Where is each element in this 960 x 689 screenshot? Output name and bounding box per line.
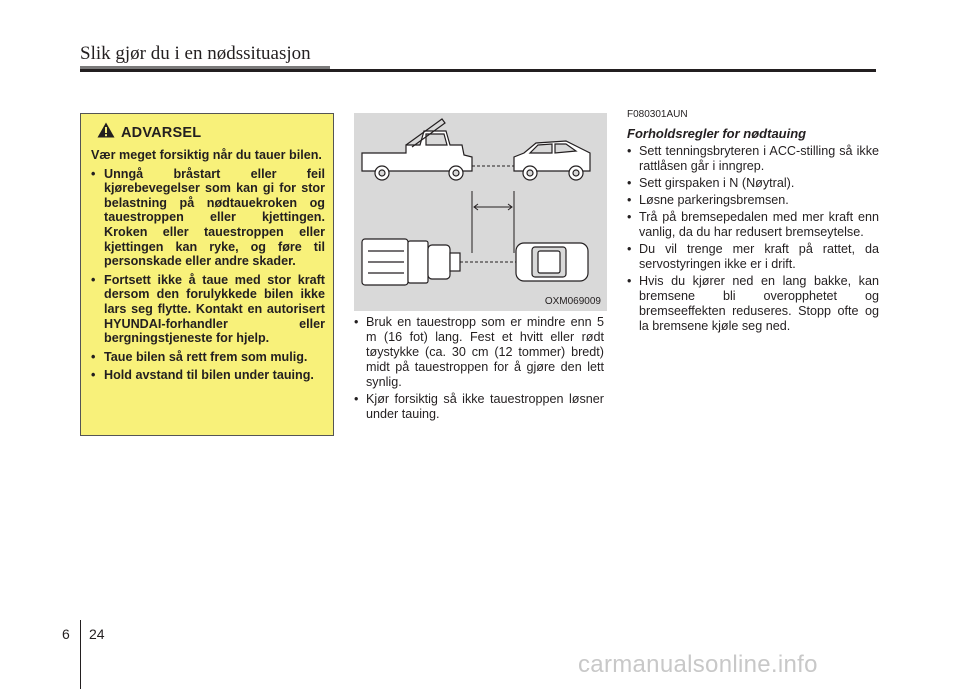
towed-suv-top-view bbox=[516, 243, 588, 281]
list-item: • Løsne parkeringsbremsen. bbox=[627, 193, 879, 208]
warning-heading bbox=[97, 122, 325, 143]
section-heading: Forholdsregler for nødtauing bbox=[627, 126, 807, 141]
warning-list bbox=[91, 167, 325, 383]
chapter-number: 6 bbox=[62, 626, 70, 642]
page-header-title: Slik gjør du i en nødssituasjon bbox=[80, 43, 311, 64]
list-item: • Du vil trenge mer kraft på rattet, da servostyringen ikke er i drift. bbox=[627, 242, 879, 272]
list-item: • Sett tenningsbryteren i ACC-stilling så ikke rattlåsen går i inngrep. bbox=[627, 144, 879, 174]
footer-divider bbox=[80, 620, 81, 689]
list-item: • Sett girspaken i N (Nøytral). bbox=[627, 176, 879, 191]
warning-item: • Taue bilen så rett frem som mulig. bbox=[91, 350, 325, 365]
list-item: • Trå på bremsepedalen med mer kraft enn vanlig, da du har redusert bremseytelse. bbox=[627, 210, 879, 240]
towing-illustration bbox=[354, 113, 607, 311]
list-item: • Bruk en tauestropp som er mindre enn 5 m (16 fot) lang. Fest et hvitt eller rødt tøystykke (ca. 30 cm (12 tommer) bredt) midt på tauestroppen for å gjøre den lett synlig. bbox=[354, 315, 604, 390]
middle-column bbox=[354, 315, 604, 424]
warning-item: • Hold avstand til bilen under tauing. bbox=[91, 368, 325, 383]
tow-truck-top-view bbox=[362, 239, 460, 285]
warning-triangle-icon bbox=[97, 122, 115, 143]
right-column bbox=[627, 109, 879, 336]
watermark: carmanualsonline.info bbox=[578, 651, 818, 678]
tow-truck-side-view bbox=[362, 119, 472, 180]
warning-item: • Unngå bråstart eller feil kjørebevegelser som kan gi for stor belastning på nødtauekroken og tauestroppen eller kjettingen. Kroken eller tauestroppen eller kjettingen kan ryke, og føre til personskade eller andre skader. bbox=[91, 167, 325, 269]
figure-code: OXM069009 bbox=[544, 296, 601, 307]
precautions-list bbox=[627, 144, 879, 334]
list-item: • Hvis du kjører ned en lang bakke, kan bremsene bli overopphetet og bremseeffekten reduseres. Stopp ofte og la bremsene kjøle seg ned. bbox=[627, 274, 879, 334]
page-number: 24 bbox=[89, 626, 105, 642]
warning-title: ADVARSEL bbox=[121, 124, 202, 141]
towing-strap-list bbox=[354, 315, 604, 422]
section-code: F080301AUN bbox=[627, 109, 688, 120]
towed-suv-side-view bbox=[514, 141, 590, 180]
warning-box bbox=[80, 113, 334, 436]
header-rule bbox=[80, 69, 876, 72]
distance-marker bbox=[472, 191, 514, 253]
warning-item: • Fortsett ikke å taue med stor kraft dersom den forulykkede bilen ikke lars seg flytte. Kontakt en autorisert HYUNDAI-forhandler eller bergningstjeneste for hjelp. bbox=[91, 273, 325, 346]
list-item: • Kjør forsiktig så ikke tauestroppen løsner under tauing. bbox=[354, 392, 604, 422]
warning-intro: Vær meget forsiktig når du tauer bilen. bbox=[91, 148, 322, 162]
